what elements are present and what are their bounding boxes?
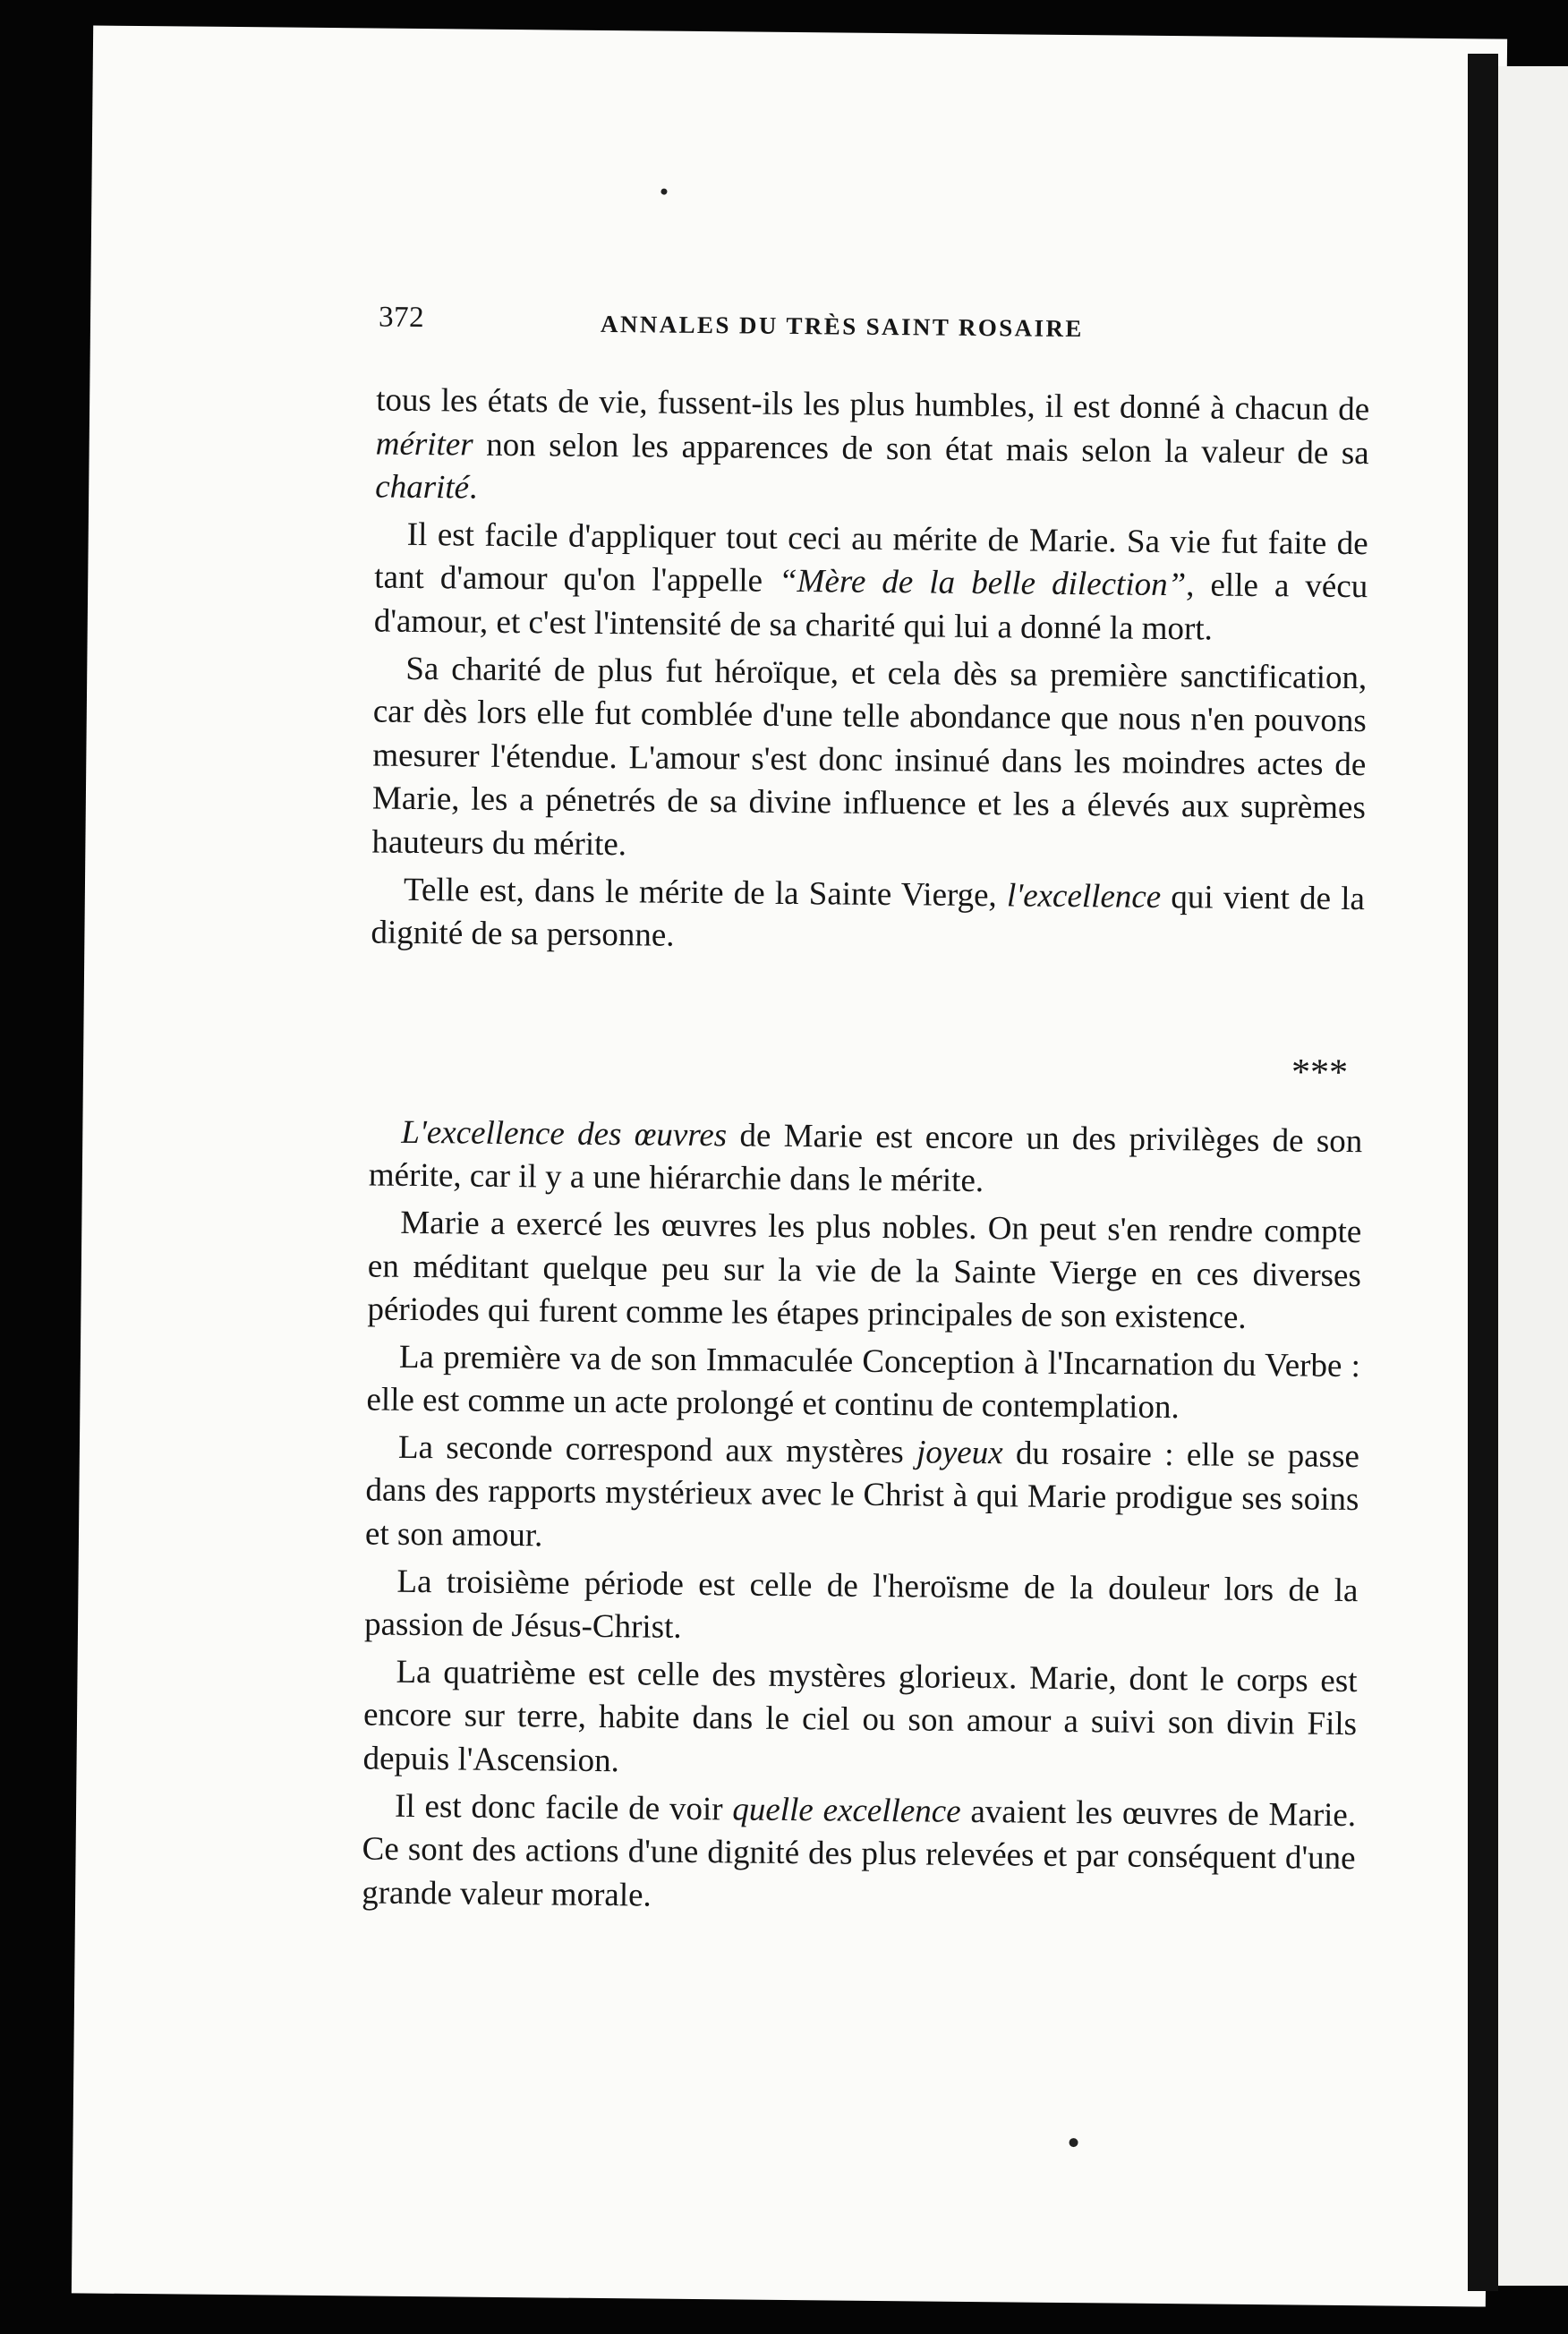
body-text [362, 379, 1369, 1929]
paragraph [375, 379, 1369, 519]
text-run: Telle est, dans le mérite de la Sainte Vierge, [403, 871, 1008, 914]
italic-text: charité [375, 468, 470, 507]
text-run: Il est facile d'appliquer tout ceci au mérite de Marie. Sa vie fut faite de tant d'amour qu'on l'appelle [374, 515, 1368, 601]
text-run: qui vient de la dignité de sa personne. [371, 878, 1366, 954]
paragraph [374, 513, 1368, 652]
text-run: Il est donc facile de voir [394, 1787, 733, 1828]
italic-text: L'excellence des œuvres [401, 1113, 728, 1154]
paragraph [371, 868, 1365, 965]
text-run: non selon les apparences de son état mais selon la valeur de sa [473, 426, 1369, 472]
text-run: , elle a vécu d'amour, et c'est l'intensité de sa charité qui lui a donné la mort. [373, 566, 1368, 648]
adjacent-page-strip [1498, 66, 1568, 2286]
italic-text: mériter [375, 425, 473, 464]
book-page [72, 25, 1507, 2306]
text-run: La seconde correspond aux mystères [397, 1428, 917, 1471]
paragraph: La troisième période est celle de l'heroïsme de la douleur lors de la passion de Jésus-Christ. [363, 1563, 1359, 1647]
scan-speck-lower-right [1069, 2138, 1078, 2147]
text-run: de Marie est encore un des privilèges de son mérite, car il y a une hiérarchie dans le mérite. [368, 1117, 1363, 1200]
running-head: ANNALES DU TRÈS SAINT ROSAIRE [600, 310, 1084, 343]
text-run: . [468, 469, 478, 507]
scan-speck-top [660, 189, 667, 195]
paragraph: Marie a exercé les œuvres les plus nobles. On peut s'en rendre compte en méditant quelque peu sur la vie de la Sainte Vierge en ces diverses périodes qui furent comme les étapes principales de son existence. [367, 1204, 1362, 1337]
italic-text: joyeux [916, 1434, 1003, 1472]
page-header [296, 301, 1227, 354]
italic-text: quelle excellence [732, 1791, 961, 1830]
paragraph: La quatrième est celle des mystères glorieux. Marie, dont le corps est encore sur terre, habite dans le ciel ou son amour a suivi son divin Fils depuis l'Ascension. [362, 1653, 1358, 1780]
page-number: 372 [378, 301, 425, 335]
section-asterism: *** [1291, 1052, 1349, 1094]
paragraph [369, 1111, 1363, 1207]
text-run: tous les états de vie, fussent-ils les plus humbles, il est donné à chacun de [375, 381, 1370, 429]
book-spine-shadow [1468, 54, 1498, 2291]
paragraph: Sa charité de plus fut héroïque, et cela dès sa première sanctification, car dès lors elle fut comblée d'une telle abondance que nous n'en pouvons mesurer l'étendue. L'amour s'est donc insinué dans les moindres actes de Marie, les a pénetrés de sa divine influence et les a élevés aux suprèmes hauteurs du mérite. [371, 650, 1368, 864]
text-run: du rosaire : elle se passe dans des rapports mystérieux avec le Christ à qui Marie prodigue ses soins et son amour. [364, 1435, 1360, 1555]
italic-text: l'excellence [1006, 876, 1162, 916]
paragraph [365, 1426, 1359, 1565]
italic-text: “Mère de la belle dilection” [778, 563, 1187, 604]
paragraph [362, 1785, 1356, 1924]
text-run: avaient les œuvres de Marie. Ce sont des actions d'une dignité des plus relevées et par conséquent d'une grande valeur morale. [361, 1793, 1357, 1914]
paragraph: La première va de son Immaculée Conception à l'Incarnation du Verbe : elle est comme un acte prolongé et continu de contemplation. [366, 1338, 1361, 1427]
